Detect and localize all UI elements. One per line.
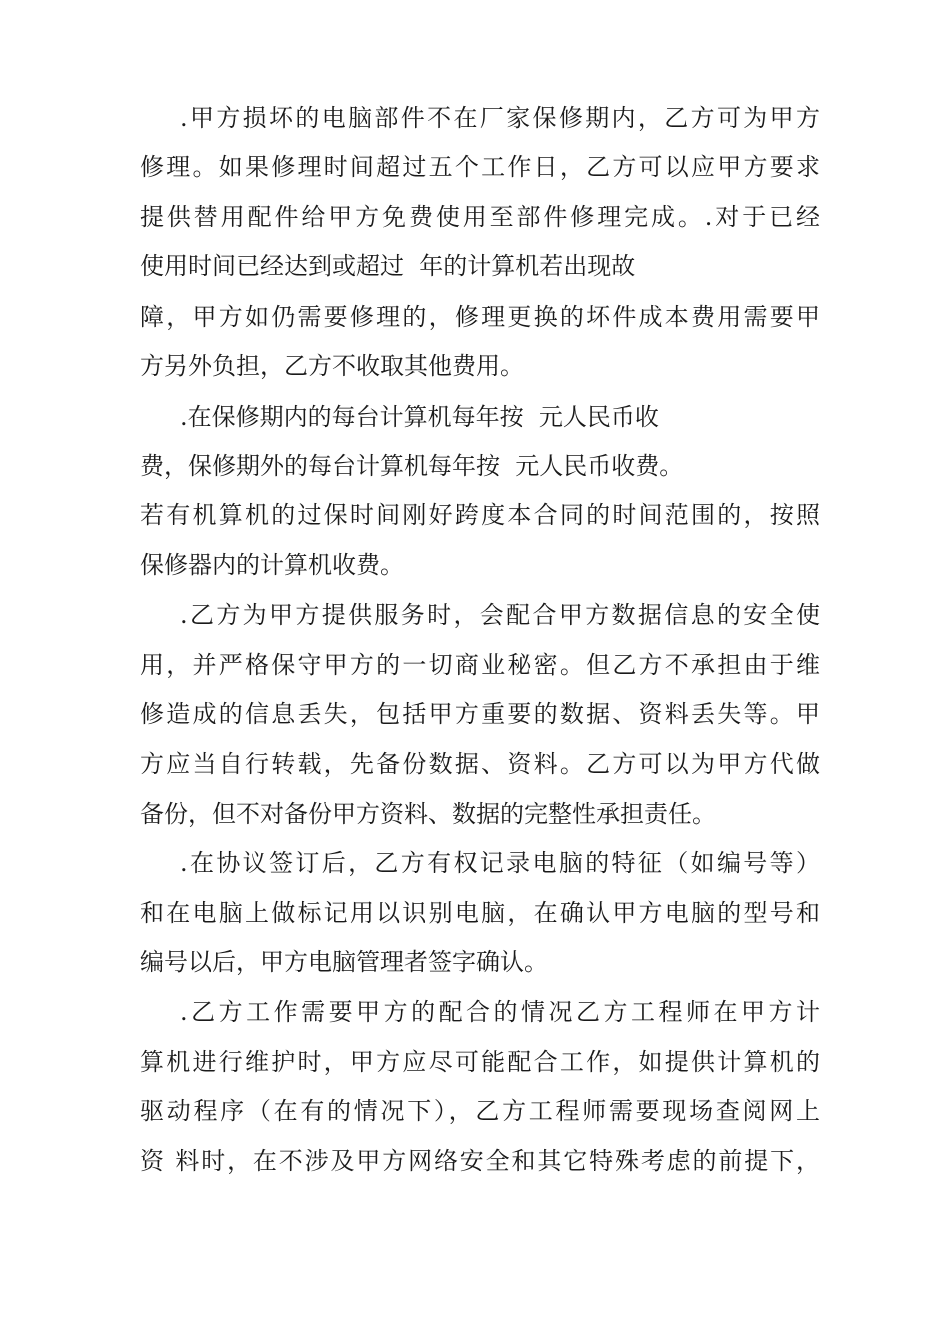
text-line: 障，甲方如仍需要修理的，修理更换的坏件成本费用需要甲: [140, 303, 820, 331]
text-line: 提供替用配件给甲方免费使用至部件修理完成。.对于已经: [140, 203, 820, 231]
text-line: 方另外负担，乙方不收取其他费用。: [140, 352, 524, 380]
text-line: 修理。如果修理时间超过五个工作日，乙方可以应甲方要求: [140, 153, 820, 181]
text-line: 方应当自行转载，先备份数据、资料。乙方可以为甲方代做: [140, 750, 820, 778]
text-line: 和在电脑上做标记用以识别电脑，在确认甲方电脑的型号和: [140, 899, 820, 927]
text-line: 编号以后，甲方电脑管理者签字确认。: [140, 948, 548, 976]
text-line: 用，并严格保守甲方的一切商业秘密。但乙方不承担由于维: [140, 651, 820, 679]
text-line: .在保修期内的每台计算机每年按 元人民币收: [180, 403, 659, 431]
text-line: 使用时间已经达到或超过 年的计算机若出现故: [140, 252, 636, 280]
text-line: 备份，但不对备份甲方资料、数据的完整性承担责任。: [140, 800, 716, 828]
text-line: 修造成的信息丢失，包括甲方重要的数据、资料丢失等。甲: [140, 700, 820, 728]
text-line: .甲方损坏的电脑部件不在厂家保修期内，乙方可为甲方: [180, 104, 820, 132]
text-line: .乙方工作需要甲方的配合的情况乙方工程师在甲方计: [180, 998, 820, 1026]
text-line: 保修器内的计算机收费。: [140, 551, 404, 579]
text-line: .在协议签订后，乙方有权记录电脑的特征（如编号等）: [180, 849, 820, 877]
text-line: 驱动程序（在有的情况下），乙方工程师需要现场查阅网上: [140, 1097, 820, 1125]
text-line: 算机进行维护时，甲方应尽可能配合工作，如提供计算机的: [140, 1048, 820, 1076]
text-line: 资 料时，在不涉及甲方网络安全和其它特殊考虑的前提下，: [140, 1147, 820, 1175]
text-line: 费，保修期外的每台计算机每年按 元人民币收费。: [140, 452, 684, 480]
text-line: .乙方为甲方提供服务时，会配合甲方数据信息的安全使: [180, 601, 820, 629]
text-line: 若有机算机的过保时间刚好跨度本合同的时间范围的，按照: [140, 501, 820, 529]
